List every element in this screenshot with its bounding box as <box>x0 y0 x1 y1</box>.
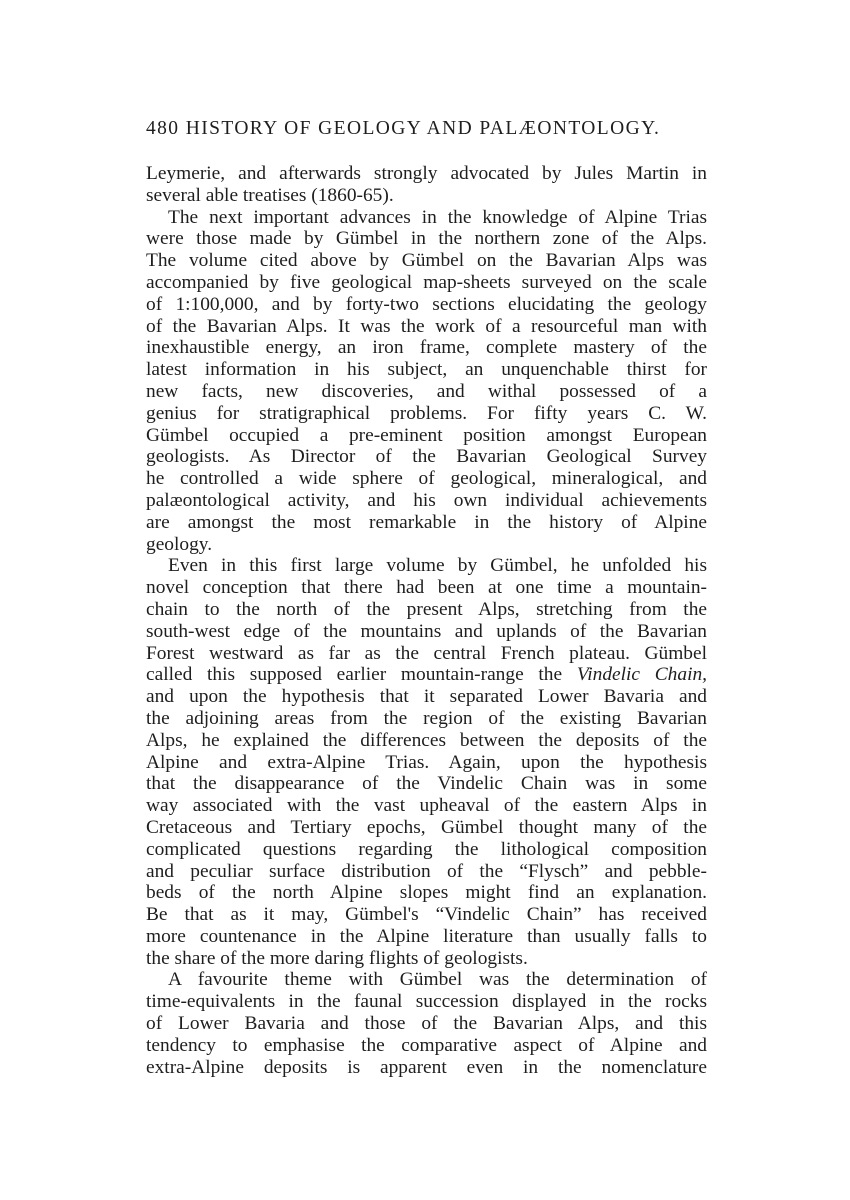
text-line: new facts, new discoveries, and withal possessed of a <box>146 380 707 402</box>
text-line: chain to the north of the present Alps, stretching from the <box>146 598 707 620</box>
page-number: 480 <box>146 118 180 139</box>
text-line: inexhaustible energy, an iron frame, complete mastery of the <box>146 337 707 359</box>
text-line: the share of the more daring flights of geologists. <box>146 947 528 969</box>
text-line: time-equivalents in the faunal succession displayed in the rocks <box>146 991 707 1013</box>
text-line: and peculiar surface distribution of the “Flysch” and pebble- <box>146 860 707 882</box>
text-line: Leymerie, and afterwards strongly advocated by Jules Martin in <box>146 163 707 184</box>
text-line: are amongst the most remarkable in the history of Alpine <box>146 511 707 533</box>
text-line: palæontological activity, and his own individual achievements <box>146 489 707 511</box>
text-line: genius for stratigraphical problems. For fifty years C. W. <box>146 402 707 424</box>
running-head <box>146 118 660 140</box>
text-line: tendency to emphasise the comparative aspect of Alpine and <box>146 1034 707 1056</box>
text-line: extra-Alpine deposits is apparent even in the nomenclature <box>146 1056 707 1078</box>
text-line-segment: called this supposed earlier mountain-range the <box>146 664 577 686</box>
text-line: Be that as it may, Gümbel's “Vindelic Chain” has received <box>146 904 707 926</box>
text-line: Forest westward as far as the central French plateau. Gümbel <box>146 642 707 664</box>
text-line: novel conception that there had been at one time a mountain- <box>146 577 707 599</box>
text-line: accompanied by five geological map-sheets surveyed on the scale <box>146 271 707 293</box>
text-line: The next important advances in the knowledge of Alpine Trias <box>168 206 707 228</box>
text-line: way associated with the vast upheaval of the eastern Alps in <box>146 795 707 817</box>
text-line: latest information in his subject, an unquenchable thirst for <box>146 359 707 381</box>
text-line: Alps, he explained the differences between the deposits of the <box>146 729 707 751</box>
text-line: the adjoining areas from the region of the existing Bavarian <box>146 707 707 729</box>
text-line: of 1:100,000, and by forty-two sections elucidating the geology <box>146 293 707 315</box>
text-line: and upon the hypothesis that it separated Lower Bavaria and <box>146 686 707 708</box>
text-line: geologists. As Director of the Bavarian Geological Survey <box>146 446 707 468</box>
text-line: A favourite theme with Gümbel was the determination of <box>168 969 707 991</box>
text-line: geology. <box>146 533 213 555</box>
text-line: Gümbel occupied a pre-eminent position amongst European <box>146 424 707 446</box>
text-line: more countenance in the Alpine literature than usually falls to <box>146 925 707 947</box>
running-title: HISTORY OF GEOLOGY AND PALÆONTOLOGY. <box>185 118 661 139</box>
text-line: Cretaceous and Tertiary epochs, Gümbel thought many of the <box>146 816 707 838</box>
text-line: complicated questions regarding the lithological composition <box>146 838 707 860</box>
text-line: were those made by Gümbel in the northern zone of the Alps. <box>146 228 707 250</box>
text-line: south-west edge of the mountains and uplands of the Bavarian <box>146 620 707 642</box>
italic-term: Vindelic Chain, <box>576 664 708 686</box>
text-line: that the disappearance of the Vindelic Chain was in some <box>146 773 707 795</box>
text-line: several able treatises (1860-65). <box>146 184 394 206</box>
text-line: of the Bavarian Alps. It was the work of a resourceful man with <box>146 315 707 337</box>
text-line: Alpine and extra-Alpine Trias. Again, upon the hypothesis <box>146 751 707 773</box>
text-line: beds of the north Alpine slopes might find an explanation. <box>146 882 707 904</box>
text-line: The volume cited above by Gümbel on the Bavarian Alps was <box>146 250 707 272</box>
body-text <box>146 163 707 1078</box>
text-line: of Lower Bavaria and those of the Bavarian Alps, and this <box>146 1013 707 1035</box>
text-line: Even in this first large volume by Gümbel, he unfolded his <box>168 555 707 577</box>
text-line: he controlled a wide sphere of geological, mineralogical, and <box>146 468 707 490</box>
text-line <box>146 664 707 686</box>
